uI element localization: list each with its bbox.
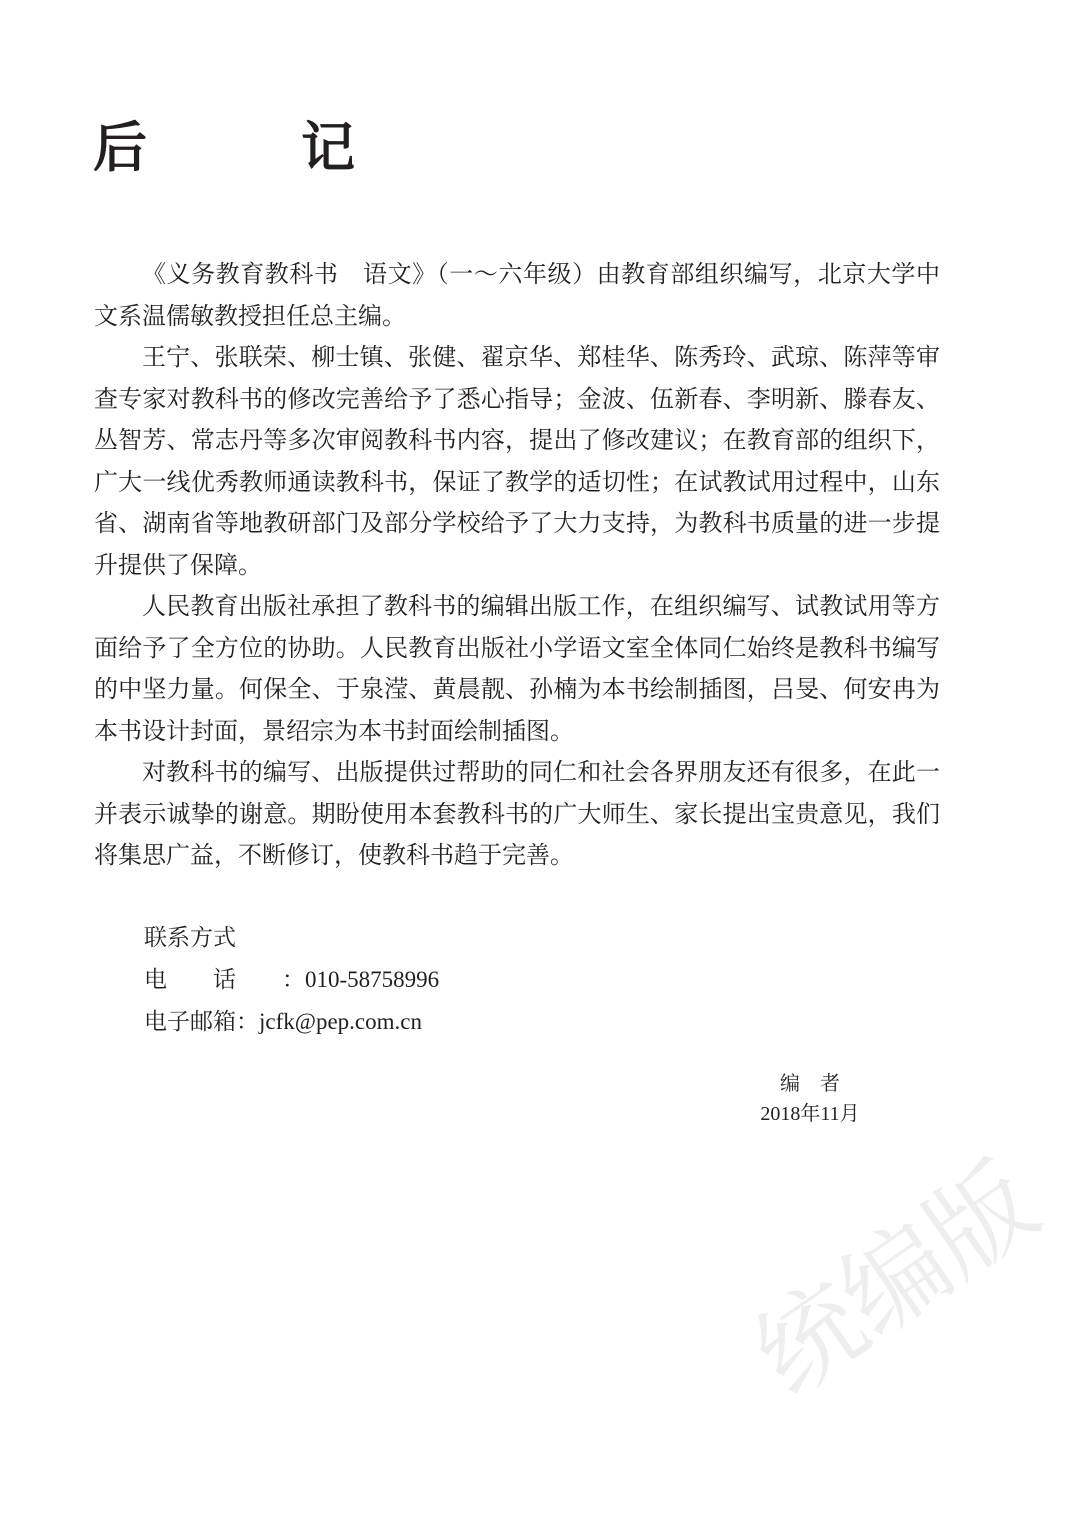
watermark bbox=[700, 1139, 1080, 1526]
email-separator: ： bbox=[236, 1009, 259, 1035]
contact-email-row bbox=[144, 1001, 439, 1043]
contact-info bbox=[144, 917, 439, 1043]
paragraph-3: 人民教育出版社承担了教科书的编辑出版工作，在组织编写、试教试用等方面给予了全方位的协助。人民教育出版社小学语文室全体同仁始终是教科书编写的中坚力量。何保全、于泉滢、黄晨靓、孙楠为本书绘制插图，吕旻、何安冉为本书设计封面，景绍宗为本书封面绘制插图。 bbox=[94, 592, 940, 745]
email-label: 电子邮箱 bbox=[144, 1009, 236, 1035]
paragraph-1: 《义务教育教科书 语文》（一～六年级）由教育部组织编写，北京大学中文系温儒敏教授担任总主编。 bbox=[94, 260, 940, 330]
contact-heading: 联系方式 bbox=[144, 925, 236, 951]
paragraph-4: 对教科书的编写、出版提供过帮助的同仁和社会各界朋友还有很多，在此一并表示诚挚的谢意。期盼使用本套教科书的广大师生、家长提出宝贵意见，我们将集思广益，不断修订，使教科书趋于完善。 bbox=[94, 758, 940, 869]
phone-label: 电话 bbox=[144, 967, 282, 993]
email-value: jcfk@pep.com.cn bbox=[259, 1009, 422, 1034]
signoff-editor: 编者 bbox=[780, 1071, 860, 1095]
page-title: 后 记 bbox=[93, 115, 405, 179]
signoff bbox=[740, 1068, 880, 1130]
contact-phone-row bbox=[144, 959, 439, 1001]
phone-separator: ： bbox=[282, 967, 305, 993]
watermark-text: 统编版 bbox=[733, 1139, 1059, 1419]
signoff-date: 2018年11月 bbox=[760, 1103, 860, 1125]
paragraph-2: 王宁、张联荣、柳士镇、张健、翟京华、郑桂华、陈秀玲、武琼、陈萍等审查专家对教科书的修改完善给予了悉心指导；金波、伍新春、李明新、滕春友、丛智芳、常志丹等多次审阅教科书内容，提出了修改建议；在教育部的组织下，广大一线优秀教师通读教科书，保证了教学的适切性；在试教试用过程中，山东省、湖南省等地教研部门及部分学校给予了大力支持，为教科书质量的进一步提升提供了保障。 bbox=[94, 343, 940, 579]
body-text bbox=[94, 254, 940, 877]
phone-value: 010-58758996 bbox=[305, 967, 440, 992]
